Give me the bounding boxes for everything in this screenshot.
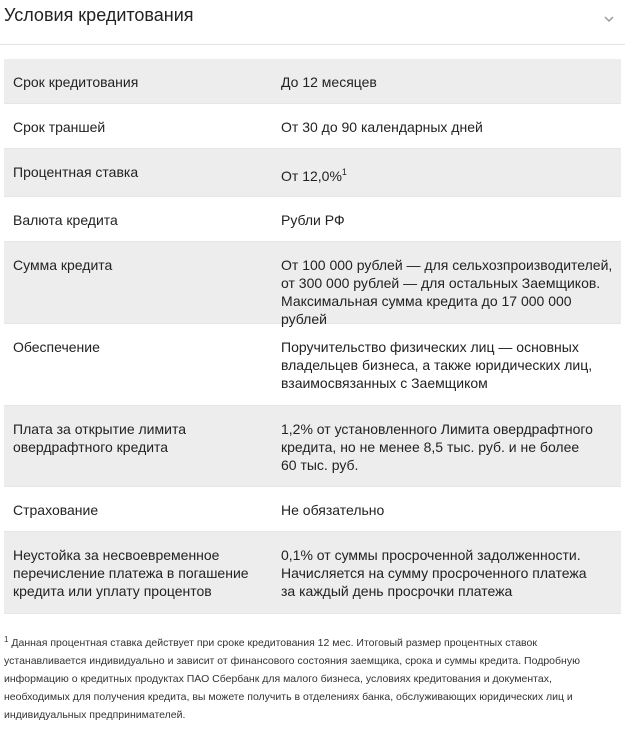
footnote-line: устанавливается индивидуально и зависит от финансового состояния заемщика, срока и суммы кредита. Подробную [4,655,580,667]
row-value-line: Поручительство физических лиц — основных [281,339,579,355]
row-value-line: От 100 000 рублей — для сельхозпроизводителей, [281,257,613,273]
table-row [4,324,621,406]
chevron-down-icon[interactable] [603,13,615,25]
row-value-text: От 12,0% [281,168,342,184]
row-label-line: овердрафтного кредита [13,439,169,455]
row-label-line: Неустойка за несвоевременное [13,547,220,563]
row-value-line: за каждый день просрочки платежа [281,583,513,599]
row-value-line: Максимальная сумма кредита до 17 000 000 рублей [281,293,572,327]
row-label: Срок траншей [13,119,106,135]
table-row [4,487,621,532]
footnote [4,634,614,724]
row-label-line: кредита или уплату процентов [13,583,212,599]
section-title: Условия кредитования [4,5,194,25]
row-value [281,167,621,185]
row-value [281,256,621,328]
row-value-line: Начисляется на сумму просроченного платежа [281,565,587,581]
row-label: Обеспечение [13,339,100,355]
row-label: Валюта кредита [13,212,118,228]
footnote-line: необходимых для получения кредита, вы можете получить в отделениях банка, обслуживающих юридических лиц и [4,691,573,703]
row-label-line: перечисление платежа в погашение [13,565,249,581]
row-value-line: 1,2% от установленного Лимита овердрафтного [281,421,593,437]
row-value [281,420,621,474]
footnote-marker: 1 [341,167,347,177]
footnote-line: информацию о кредитных продуктах ПАО Сбербанк для малого бизнеса, условиях кредитования и документах, [4,673,552,685]
row-value-line: 0,1% от суммы просроченной задолженности. [281,547,581,563]
section-header[interactable] [0,0,625,45]
table-row [4,532,621,614]
row-label: Срок кредитования [13,74,139,90]
row-value-line: от 300 000 рублей — для остальных Заемщиков. [281,275,601,291]
table-row [4,59,621,104]
row-value: До 12 месяцев [281,74,377,90]
row-value-line: кредита, но не менее 8,5 тыс. руб. и не более [281,439,580,455]
table-row [4,406,621,487]
table-row [4,197,621,242]
row-label: Сумма кредита [13,257,113,273]
footnote-line: индивидуальных предпринимателей. [4,709,186,721]
row-value [281,546,621,600]
footnote-marker: 1 [4,635,9,644]
row-value: Рубли РФ [281,212,345,228]
row-value-line: взаимосвязанных с Заемщиком [281,375,488,391]
row-value: Не обязательно [281,502,385,518]
row-value [281,338,621,392]
row-label [13,420,263,456]
row-label [13,546,263,600]
table-row [4,242,621,327]
credit-terms-table [4,59,621,614]
row-value-line: владельцев бизнеса, а также юридических лиц, [281,357,593,373]
table-row [4,149,621,197]
table-row [4,104,621,149]
row-label: Страхование [13,502,99,518]
row-value-line: 60 тыс. руб. [281,457,359,473]
footnote-text: Данная процентная ставка действует при сроке кредитования 12 мес. Итоговый размер процентных ставок [8,637,537,649]
row-label-line: Плата за открытие лимита [13,421,186,437]
row-label: Процентная ставка [13,164,139,180]
footnote-line [4,634,614,652]
row-value: От 30 до 90 календарных дней [281,119,483,135]
